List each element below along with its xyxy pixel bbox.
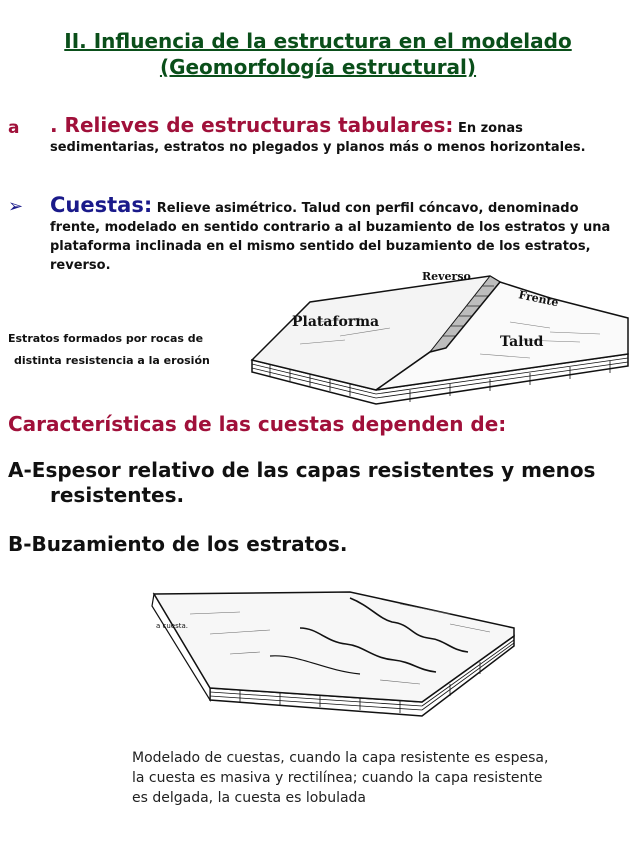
- label-plataforma: Plataforma: [292, 314, 380, 330]
- side-note-line-1: Estratos formados por rocas de: [8, 332, 204, 345]
- page-title: [0, 28, 636, 80]
- section-a-heading: . Relieves de estructuras tabulares:: [50, 113, 454, 137]
- cuesta-block-diagram: [250, 262, 630, 412]
- point-a-line-2: resistentes.: [50, 483, 185, 507]
- point-a-line-1: A-Espesor relativo de las capas resistentes y menos: [8, 458, 596, 482]
- point-a: [8, 458, 618, 508]
- side-note: [8, 328, 248, 372]
- caracteristicas-heading: Características de las cuestas dependen de:: [8, 412, 507, 436]
- caption: Modelado de cuestas, cuando la capa resistente es espesa, la cuesta es masiva y rectilínea; cuando la capa resistente es delgada, la cuesta es lobulada: [132, 750, 549, 806]
- point-b: B-Buzamiento de los estratos.: [8, 532, 348, 556]
- arrow-bullet-icon: ➢: [8, 196, 24, 217]
- label-talud: Talud: [500, 334, 544, 350]
- diagram2-label: a cuesta.: [156, 622, 189, 630]
- bullet-a: a: [8, 118, 20, 138]
- label-frente: Frente: [517, 288, 560, 310]
- cuestas-text: frente, modelado en sentido contrario a al buzamiento de los estratos y una plataforma inclinada en el mismo sentido del buzamiento de los estratos, reverso.: [50, 220, 611, 273]
- cuestas-inline-text: Relieve asimétrico. Talud con perfil cóncavo, denominado: [156, 201, 579, 216]
- side-note-line-2: distinta resistencia a la erosión: [14, 354, 210, 367]
- section-a-paragraph: [50, 113, 620, 157]
- title-line-2: (Geomorfología estructural): [159, 55, 477, 79]
- label-reverso: Reverso: [422, 270, 471, 283]
- section-a-inline-text: En zonas: [457, 121, 523, 136]
- title-line-1: II. Influencia de la estructura en el modelado: [64, 29, 572, 53]
- lobulated-cuesta-diagram: [150, 584, 522, 742]
- cuestas-heading: Cuestas:: [50, 193, 153, 217]
- section-a-text: sedimentarias, estratos no plegados y planos más o menos horizontales.: [50, 140, 586, 155]
